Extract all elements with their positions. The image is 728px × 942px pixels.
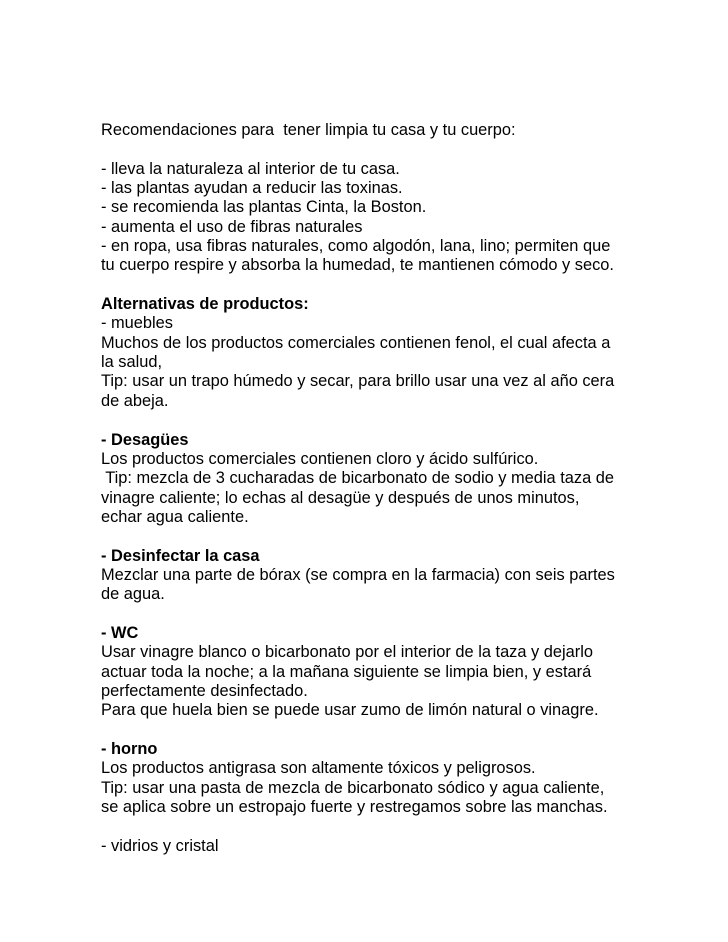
intro-title: Recomendaciones para tener limpia tu casa y tu cuerpo:	[101, 121, 516, 139]
section-heading-desagues: - Desagües	[101, 430, 189, 449]
section-line: Tip: usar una pasta de mezcla de bicarbonato sódico y agua caliente,	[101, 778, 605, 797]
section-line: perfectamente desinfectado.	[101, 681, 308, 700]
section-line: Muchos de los productos comerciales contienen fenol, el cual afecta a	[101, 333, 611, 352]
section-line: Mezclar una parte de bórax (se compra en la farmacia) con seis partes	[101, 565, 615, 584]
spacer	[101, 527, 661, 546]
section-line: la salud,	[101, 353, 163, 372]
section-line: de abeja.	[101, 391, 169, 410]
intro-item: tu cuerpo respire y absorba la humedad, te mantienen cómodo y seco.	[101, 256, 614, 275]
spacer	[101, 817, 661, 836]
section-line: Los productos comerciales contienen cloro y ácido sulfúrico.	[101, 449, 539, 468]
section-line: vinagre caliente; lo echas al desagüe y después de unos minutos,	[101, 488, 580, 507]
closing-line: - vidrios y cristal	[101, 836, 219, 855]
intro-item: - las plantas ayudan a reducir las toxinas.	[101, 179, 403, 198]
section-heading-alternativas: Alternativas de productos:	[101, 295, 309, 314]
section-line: echar agua caliente.	[101, 507, 249, 526]
section-line: de agua.	[101, 585, 165, 604]
intro-item: - se recomienda las plantas Cinta, la Boston.	[101, 198, 427, 217]
intro-item: - lleva la naturaleza al interior de tu casa.	[101, 159, 400, 178]
section-line: Tip: mezcla de 3 cucharadas de bicarbonato de sodio y media taza de	[101, 469, 614, 488]
spacer	[101, 605, 661, 624]
section-line: Para que huela bien se puede usar zumo de limón natural o vinagre.	[101, 701, 599, 720]
section-line: Los productos antigrasa son altamente tóxicos y peligrosos.	[101, 759, 536, 778]
spacer	[101, 721, 661, 740]
spacer	[101, 276, 661, 295]
section-line: Usar vinagre blanco o bicarbonato por el interior de la taza y dejarlo	[101, 643, 593, 662]
section-heading-wc: - WC	[101, 623, 139, 642]
document-page	[101, 121, 661, 856]
intro-item: - aumenta el uso de fibras naturales	[101, 217, 363, 236]
section-line: actuar toda la noche; a la mañana siguiente se limpia bien, y estará	[101, 662, 592, 681]
section-heading-desinfectar: - Desinfectar la casa	[101, 546, 260, 565]
section-line: Tip: usar un trapo húmedo y secar, para brillo usar una vez al año cera	[101, 372, 615, 391]
section-line: se aplica sobre un estropajo fuerte y restregamos sobre las manchas.	[101, 798, 608, 817]
spacer	[101, 411, 661, 430]
spacer	[101, 140, 661, 159]
intro-item: - en ropa, usa fibras naturales, como algodón, lana, lino; permiten que	[101, 237, 611, 256]
section-line: - muebles	[101, 314, 173, 333]
section-heading-horno: - horno	[101, 740, 158, 758]
